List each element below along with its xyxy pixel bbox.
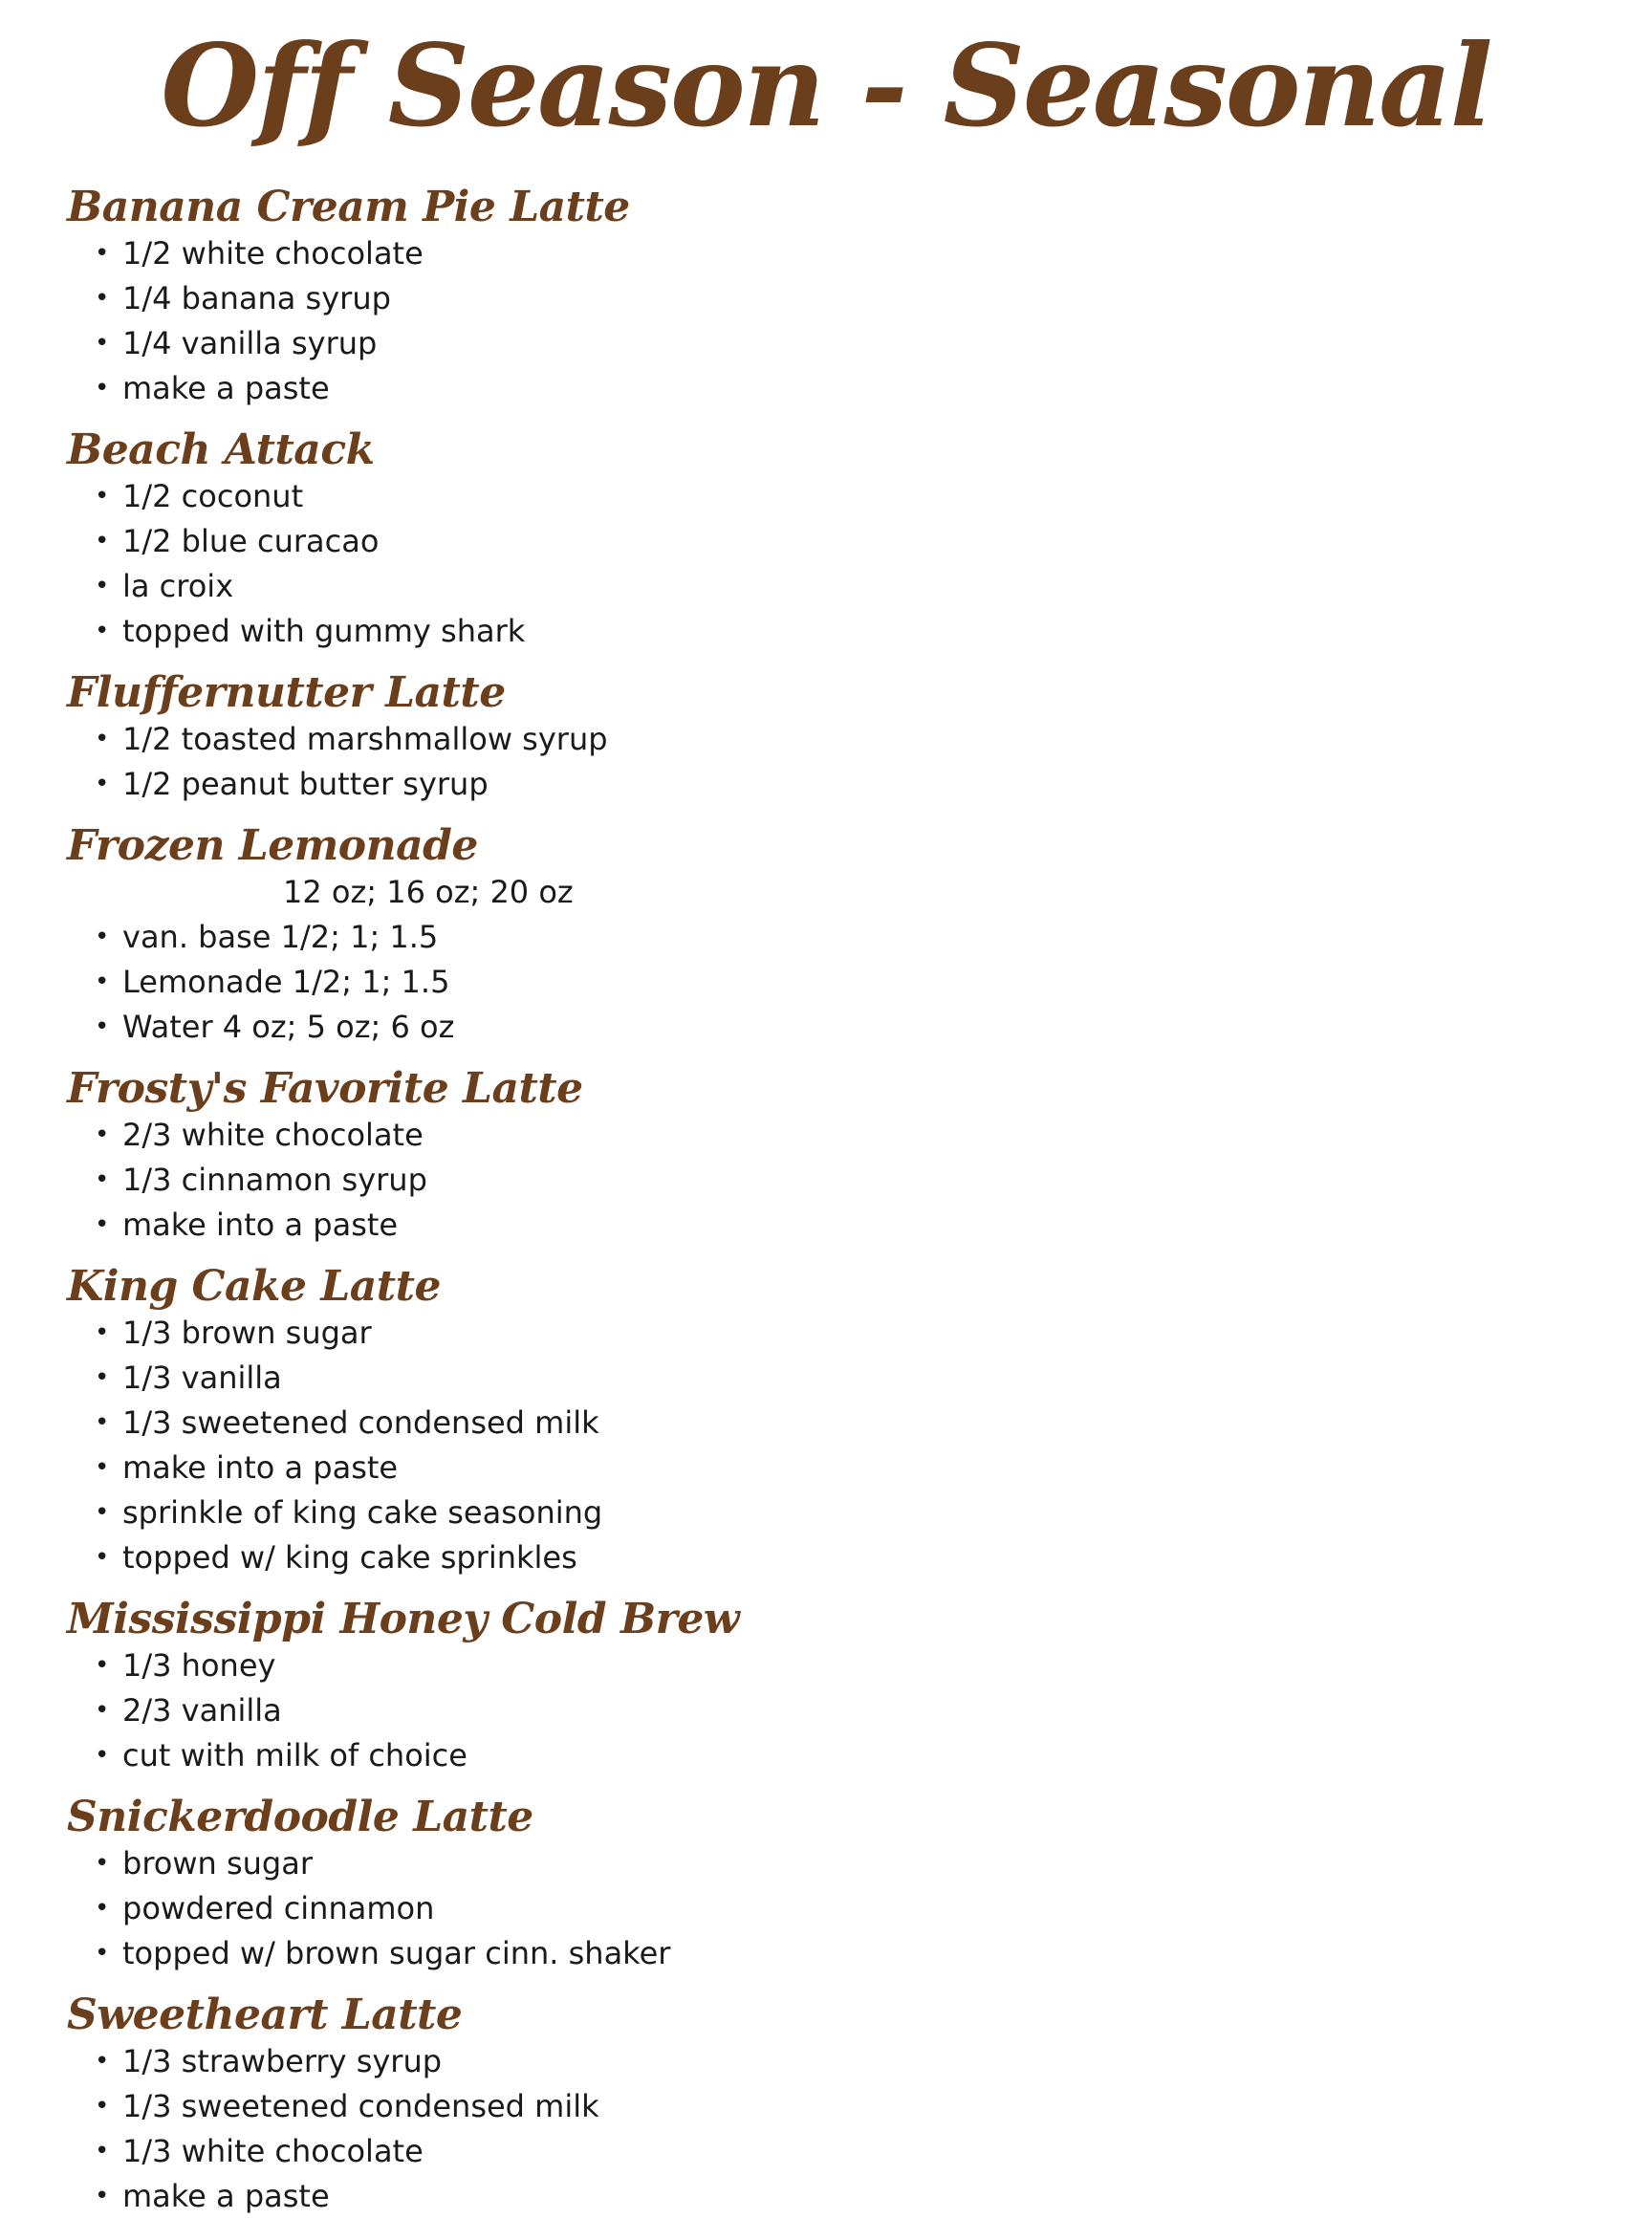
recipe-name: Banana Cream Pie Latte bbox=[67, 183, 630, 231]
bullet-icon: • bbox=[95, 1741, 110, 1770]
ingredient-text: la croix bbox=[122, 568, 234, 604]
section-gap bbox=[67, 1580, 1597, 1596]
ingredient-item bbox=[95, 1113, 1597, 1158]
bullet-icon: • bbox=[95, 1849, 110, 1878]
bullet-icon: • bbox=[95, 1210, 110, 1239]
recipe-section bbox=[67, 184, 1597, 426]
ingredient-item bbox=[95, 2129, 1597, 2174]
ingredient-item bbox=[95, 2039, 1597, 2084]
bullet-icon: • bbox=[95, 1318, 110, 1347]
ingredient-text: topped with gummy shark bbox=[122, 613, 526, 649]
bullet-icon: • bbox=[95, 968, 110, 996]
ingredient-item bbox=[95, 1733, 1597, 1778]
ingredient-item bbox=[95, 1841, 1597, 1886]
ingredient-list bbox=[67, 474, 1597, 654]
recipe-section bbox=[67, 426, 1597, 669]
ingredient-list bbox=[67, 1311, 1597, 1580]
ingredient-text: 2/3 vanilla bbox=[122, 1692, 282, 1729]
bullet-icon: • bbox=[95, 2092, 110, 2121]
ingredient-item bbox=[95, 1643, 1597, 1688]
recipe-section bbox=[67, 669, 1597, 822]
bullet-icon: • bbox=[95, 2182, 110, 2210]
ingredient-text: 1/2 blue curacao bbox=[122, 523, 380, 559]
ingredient-text: Lemonade 1/2; 1; 1.5 bbox=[122, 964, 450, 1000]
bullet-icon: • bbox=[95, 1012, 110, 1041]
section-gap bbox=[67, 1248, 1597, 1263]
ingredient-text: 1/3 sweetened condensed milk bbox=[122, 1404, 599, 1441]
ingredient-item bbox=[95, 717, 1597, 762]
ingredient-item bbox=[95, 1446, 1597, 1490]
page-title: Off Season - Seasonal bbox=[161, 19, 1491, 152]
bullet-icon: • bbox=[95, 1498, 110, 1527]
ingredient-item bbox=[95, 1158, 1597, 1203]
recipe-name: King Cake Latte bbox=[67, 1262, 441, 1311]
bullet-icon: • bbox=[95, 572, 110, 600]
ingredient-text: sprinkle of king cake seasoning bbox=[122, 1494, 603, 1531]
section-gap bbox=[67, 411, 1597, 426]
ingredient-text: van. base 1/2; 1; 1.5 bbox=[122, 919, 439, 955]
bullet-icon: • bbox=[95, 482, 110, 511]
recipe-section bbox=[67, 822, 1597, 1065]
bullet-icon: • bbox=[95, 1939, 110, 1968]
ingredient-text: 1/3 cinnamon syrup bbox=[122, 1162, 427, 1198]
ingredient-item bbox=[95, 1688, 1597, 1733]
ingredient-text: powdered cinnamon bbox=[122, 1890, 435, 1926]
recipe-section bbox=[67, 1263, 1597, 1596]
ingredient-text: brown sugar bbox=[122, 1845, 313, 1882]
bullet-icon: • bbox=[95, 1543, 110, 1572]
ingredient-text: 1/3 brown sugar bbox=[122, 1315, 372, 1351]
recipe-section bbox=[67, 1991, 1597, 2219]
bullet-icon: • bbox=[95, 374, 110, 402]
ingredient-item bbox=[95, 1886, 1597, 1931]
bullet-icon: • bbox=[95, 329, 110, 358]
ingredient-item bbox=[95, 915, 1597, 960]
ingredient-item bbox=[95, 960, 1597, 1005]
ingredient-item bbox=[95, 1311, 1597, 1356]
bullet-icon: • bbox=[95, 1363, 110, 1392]
recipe-name: Frozen Lemonade bbox=[67, 821, 478, 870]
ingredient-text: topped w/ brown sugar cinn. shaker bbox=[122, 1935, 671, 1971]
ingredient-text: topped w/ king cake sprinkles bbox=[122, 1539, 577, 1576]
ingredient-text: 1/2 toasted marshmallow syrup bbox=[122, 721, 608, 757]
section-gap bbox=[67, 1778, 1597, 1794]
ingredient-item bbox=[95, 1535, 1597, 1580]
bullet-icon: • bbox=[95, 1165, 110, 1194]
ingredient-item bbox=[95, 366, 1597, 411]
ingredient-list bbox=[67, 1113, 1597, 1248]
bullet-icon: • bbox=[95, 1894, 110, 1923]
section-gap bbox=[67, 1976, 1597, 1991]
ingredient-item bbox=[95, 321, 1597, 366]
ingredient-text: 1/2 white chocolate bbox=[122, 235, 424, 272]
ingredient-item bbox=[95, 1203, 1597, 1248]
recipe-name: Snickerdoodle Latte bbox=[67, 1793, 533, 1841]
recipe-section bbox=[67, 1794, 1597, 1991]
recipe-section bbox=[67, 1596, 1597, 1794]
recipe-name: Sweetheart Latte bbox=[67, 1991, 463, 2039]
ingredient-list bbox=[67, 1643, 1597, 1778]
bullet-icon: • bbox=[95, 1408, 110, 1437]
ingredient-text: make a paste bbox=[122, 2178, 330, 2214]
ingredient-text: 1/3 sweetened condensed milk bbox=[122, 2088, 599, 2124]
ingredient-text: 1/3 honey bbox=[122, 1647, 276, 1684]
ingredient-text: make into a paste bbox=[122, 1449, 399, 1486]
ingredient-text: 1/3 white chocolate bbox=[122, 2133, 424, 2169]
ingredient-text: 2/3 white chocolate bbox=[122, 1117, 424, 1153]
ingredient-item bbox=[95, 519, 1597, 564]
ingredient-text: cut with milk of choice bbox=[122, 1737, 467, 1773]
ingredient-list bbox=[67, 231, 1597, 411]
ingredient-text: 1/3 vanilla bbox=[122, 1360, 282, 1396]
ingredient-text: 1/2 peanut butter syrup bbox=[122, 766, 489, 802]
recipe-name: Beach Attack bbox=[67, 425, 375, 474]
bullet-icon: • bbox=[95, 1651, 110, 1680]
ingredient-text: 1/4 vanilla syrup bbox=[122, 325, 378, 361]
bullet-icon: • bbox=[95, 923, 110, 951]
ingredient-item bbox=[95, 2174, 1597, 2219]
ingredient-item bbox=[95, 564, 1597, 609]
ingredient-text: 1/3 strawberry syrup bbox=[122, 2043, 443, 2079]
bullet-icon: • bbox=[95, 1696, 110, 1725]
ingredient-item bbox=[95, 474, 1597, 519]
bullet-icon: • bbox=[95, 2137, 110, 2165]
ingredient-item bbox=[95, 231, 1597, 276]
ingredient-item bbox=[95, 1490, 1597, 1535]
recipe-list bbox=[67, 184, 1597, 2219]
ingredient-item bbox=[95, 276, 1597, 321]
ingredient-item bbox=[95, 1401, 1597, 1446]
section-gap bbox=[67, 807, 1597, 822]
ingredient-list bbox=[67, 1841, 1597, 1976]
bullet-icon: • bbox=[95, 725, 110, 753]
recipe-name: Fluffernutter Latte bbox=[67, 668, 506, 717]
ingredient-list bbox=[67, 915, 1597, 1050]
ingredient-item bbox=[95, 609, 1597, 654]
bullet-icon: • bbox=[95, 1453, 110, 1482]
ingredient-text: make into a paste bbox=[122, 1207, 399, 1243]
bullet-icon: • bbox=[95, 1120, 110, 1149]
bullet-icon: • bbox=[95, 2047, 110, 2076]
section-gap bbox=[67, 1050, 1597, 1065]
ingredient-item bbox=[95, 762, 1597, 807]
bullet-icon: • bbox=[95, 770, 110, 798]
ingredient-text: 1/2 coconut bbox=[122, 478, 304, 514]
ingredient-text: Water 4 oz; 5 oz; 6 oz bbox=[122, 1009, 455, 1045]
ingredient-list bbox=[67, 717, 1597, 807]
ingredient-item bbox=[95, 1931, 1597, 1976]
ingredient-list bbox=[67, 2039, 1597, 2219]
bullet-icon: • bbox=[95, 284, 110, 313]
recipe-name: Frosty's Favorite Latte bbox=[67, 1064, 583, 1113]
bullet-icon: • bbox=[95, 617, 110, 645]
ingredient-item bbox=[95, 1356, 1597, 1401]
ingredient-item bbox=[95, 2084, 1597, 2129]
recipe-section bbox=[67, 1065, 1597, 1263]
ingredient-item bbox=[95, 1005, 1597, 1050]
ingredient-text: make a paste bbox=[122, 370, 330, 406]
recipe-sizes: 12 oz; 16 oz; 20 oz bbox=[283, 874, 574, 910]
recipe-name: Mississippi Honey Cold Brew bbox=[67, 1595, 740, 1643]
bullet-icon: • bbox=[95, 527, 110, 555]
section-gap bbox=[67, 654, 1597, 669]
ingredient-text: 1/4 banana syrup bbox=[122, 280, 391, 316]
bullet-icon: • bbox=[95, 239, 110, 268]
